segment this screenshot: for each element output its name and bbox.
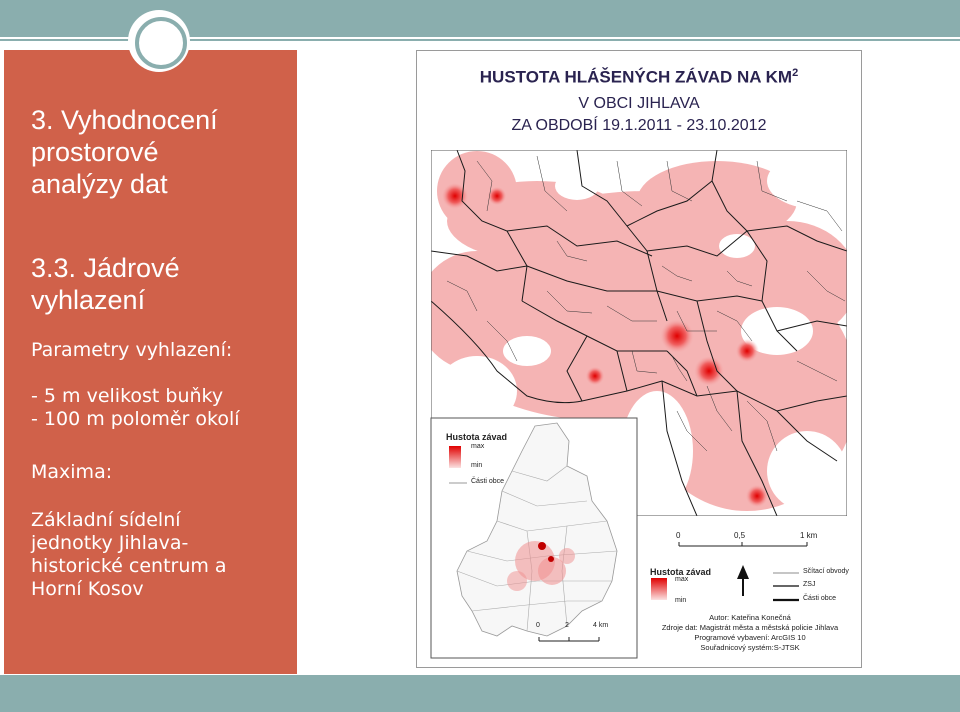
heading-line: 3. Vyhodnocení: [31, 105, 218, 135]
credit-line: Souřadnicový systém:S-JTSK: [700, 643, 800, 652]
inset-scale-4: 4 km: [593, 622, 609, 629]
main-legend-title: Hustota závad: [650, 567, 712, 577]
slide-heading: [31, 104, 218, 200]
map-credits: [639, 613, 861, 653]
maxima-title: Maxima:: [31, 461, 113, 483]
main-scale-1km: 1 km: [800, 531, 818, 540]
main-legend-ramp: [651, 578, 667, 600]
hotspot: [487, 186, 507, 206]
inset-legend-max: max: [471, 443, 485, 450]
inset-legend-title: Hustota závad: [446, 432, 508, 442]
main-scale-bar: [679, 542, 807, 546]
hotspot: [693, 355, 725, 387]
legend-zsj: ZSJ: [803, 581, 816, 588]
params-list: [31, 385, 240, 431]
maxima-line: Horní Kosov: [31, 578, 144, 600]
maxima-line: historické centrum a: [31, 555, 227, 577]
inset-scale-2: 2: [565, 622, 569, 629]
param-item: - 5 m velikost buňky: [31, 385, 224, 407]
credit-line: Programové vybavení: ArcGIS 10: [694, 633, 806, 642]
subheading-line: vyhlazení: [31, 285, 146, 315]
density-map-figure: [416, 50, 862, 668]
param-item: - 100 m poloměr okolí: [31, 408, 240, 430]
logo-ring: [135, 17, 187, 69]
hotspot-historic-centre: [659, 318, 695, 354]
hotspot-horni-kosov: [441, 182, 469, 210]
bottom-bar: [0, 675, 960, 712]
credit-line: Autor: Kateřina Konečná: [709, 613, 791, 622]
slide-logo: [128, 10, 190, 72]
main-legend-max: max: [675, 576, 689, 583]
main-legend-min: min: [675, 597, 687, 604]
map-period: ZA OBDOBÍ 19.1.2011 - 23.10.2012: [511, 117, 767, 134]
maxima-text: [31, 509, 227, 601]
credit-line: Zdroje dat: Magistrát města a městská policie Jihlava: [661, 623, 839, 632]
map-canvas: [417, 51, 861, 667]
slide-subheading: [31, 252, 180, 316]
legend-city-parts: Části obce: [803, 595, 837, 602]
heading-line: prostorové: [31, 137, 159, 167]
map-subtitle: V OBCI JIHLAVA: [578, 95, 700, 112]
hotspot: [585, 366, 605, 386]
heading-line: analýzy dat: [31, 169, 168, 199]
map-title-superscript: 2: [792, 67, 799, 79]
map-title-text: HUSTOTA HLÁŠENÝCH ZÁVAD NA KM: [479, 67, 793, 87]
inset-scale-0: 0: [536, 622, 540, 629]
main-scale-05: 0,5: [734, 531, 746, 540]
inset-legend-parts: Části obce: [471, 478, 505, 485]
inset-legend-ramp: [449, 446, 461, 468]
subheading-line: 3.3. Jádrové: [31, 253, 180, 283]
maxima-line: jednotky Jihlava-: [31, 532, 189, 554]
main-scale-0: 0: [676, 531, 681, 540]
maxima-line: Základní sídelní: [31, 509, 181, 531]
params-title: Parametry vyhlazení:: [31, 339, 233, 361]
inset-legend-min: min: [471, 462, 483, 469]
legend-census-tracts: Sčítací obvody: [803, 568, 849, 575]
hotspot: [745, 484, 769, 508]
hotspot: [735, 339, 759, 363]
north-arrow: [737, 565, 749, 596]
